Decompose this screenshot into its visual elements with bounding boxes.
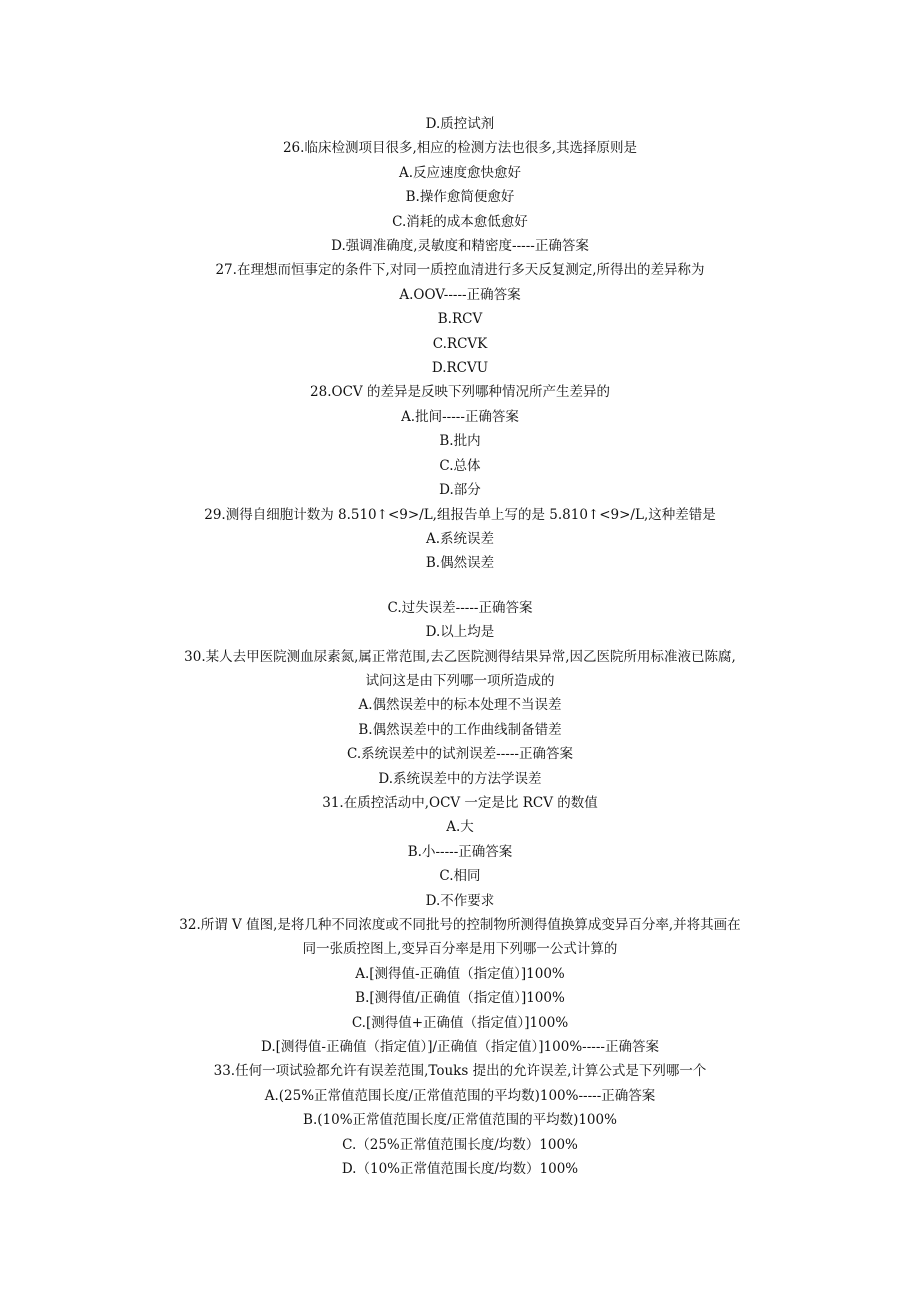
option-27-b: B.RCV [437, 311, 483, 328]
option-32-b: B.[测得值/正确值（指定值）]100% [355, 990, 565, 1007]
option-29-c: C.过失误差-----正确答案 [387, 599, 533, 616]
option-28-a: A.批间-----正确答案 [401, 408, 519, 425]
option-33-a: A.(25%正常值范围长度/正常值范围的平均数)100%-----正确答案 [264, 1087, 656, 1104]
option-31-a: A.大 [446, 819, 474, 836]
option-26-prev-d: D.质控试剂 [425, 116, 495, 132]
option-26-c: C.消耗的成本愈低愈好 [392, 213, 528, 230]
option-32-a: A.[测得值-正确值（指定值）]100% [355, 965, 565, 982]
question-30: 30.某人去甲医院测血尿素氮,属正常范围,去乙医院测得结果异常,因乙医院所用标准液已陈腐, [184, 648, 736, 665]
option-30-d: D.系统误差中的方法学误差 [378, 770, 542, 787]
option-32-c: C.[测得值+正确值（指定值）]100% [351, 1014, 569, 1031]
question-26: 26.临床检测项目很多,相应的检测方法也很多,其选择原则是 [282, 140, 638, 157]
paragraph-gap [0, 576, 920, 596]
question-32: 32.所谓 V 值图,是将几种不同浓度或不同批号的控制物所测得值换算成变异百分率,并将其画在 [179, 917, 741, 933]
option-33-c: C.（25%正常值范围长度/均数）100% [342, 1136, 578, 1153]
question-29: 29.测得自细胞计数为 8.510↑<9>/L,组报告单上写的是 5.810↑<9>/L,这种差错是 [204, 506, 716, 523]
option-27-a: A.OOV-----正确答案 [399, 286, 521, 303]
option-28-c: C.总体 [439, 457, 481, 474]
question-28: 28.OCV 的差异是反映下列哪种情况所产生差异的 [310, 384, 610, 401]
question-33: 33.任何一项试验都允许有误差范围,Touks 提出的允许误差,计算公式是下列哪一个 [213, 1063, 707, 1080]
option-29-d: D.以上均是 [425, 624, 495, 641]
document-page [0, 112, 920, 1181]
option-29-b: B.偶然误差 [425, 555, 495, 572]
option-26-d: D.强调准确度,灵敏度和精密度-----正确答案 [331, 238, 589, 255]
option-33-b: B.(10%正常值范围长度/正常值范围的平均数)100% [303, 1112, 617, 1129]
option-29-a: A.系统误差 [425, 530, 495, 547]
option-31-b: B.小-----正确答案 [407, 843, 513, 860]
option-30-b: B.偶然误差中的工作曲线制备错差 [358, 721, 562, 738]
option-30-a: A.偶然误差中的标本处理不当误差 [358, 697, 562, 714]
question-27: 27.在理想而恒事定的条件下,对同一质控血清进行多天反复测定,所得出的差异称为 [215, 262, 705, 279]
option-27-c: C.RCVK [432, 335, 488, 352]
option-28-b: B.批内 [439, 433, 481, 450]
question-31: 31.在质控活动中,OCV 一定是比 RCV 的数值 [322, 794, 598, 811]
option-33-d: D.（10%正常值范围长度/均数）100% [341, 1161, 579, 1178]
option-26-b: B.操作愈简便愈好 [405, 189, 515, 206]
option-27-d: D.RCVU [431, 360, 489, 377]
option-28-d: D.部分 [439, 482, 481, 499]
question-32-cont: 同一张质控图上,变异百分率是用下列哪一公式计算的 [302, 941, 618, 958]
option-32-d: D.[测得值-正确值（指定值）]/正确值（指定值）]100%-----正确答案 [261, 1039, 659, 1056]
option-31-c: C.相同 [439, 868, 481, 885]
option-26-a: A.反应速度愈快愈好 [398, 164, 522, 181]
option-31-d: D.不作要求 [425, 892, 495, 909]
option-30-c: C.系统误差中的试剂误差-----正确答案 [347, 746, 573, 763]
question-30-cont: 试问这是由下列哪一项所造成的 [365, 672, 555, 689]
